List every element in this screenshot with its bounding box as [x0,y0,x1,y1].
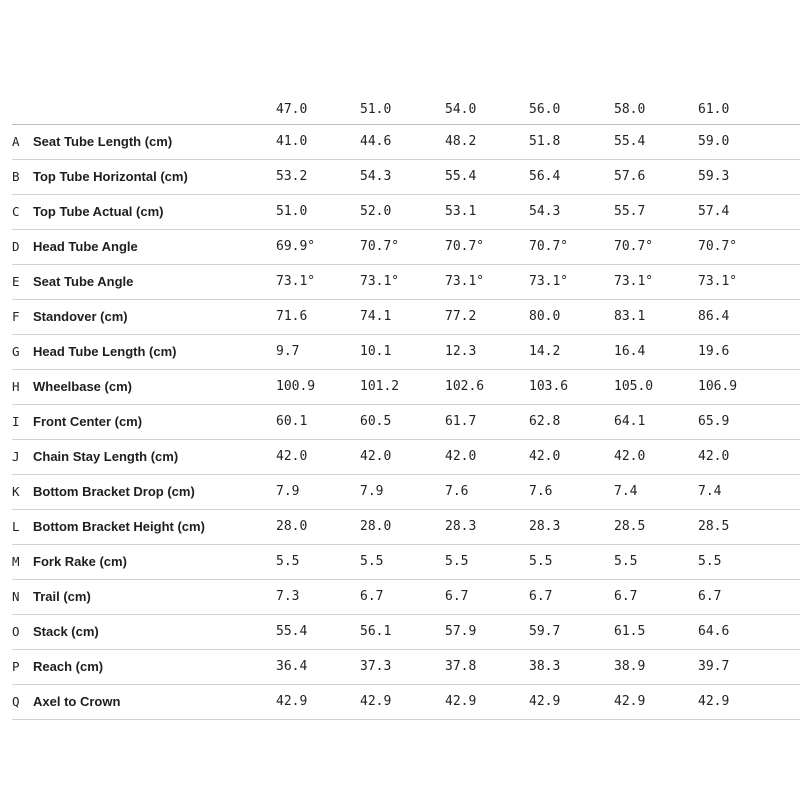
table-row [12,265,800,300]
measurement-value: 28.5 [698,519,730,534]
measurement-value: 10.1 [360,344,392,359]
measurement-value: 60.5 [360,414,392,429]
measurement-label: Head Tube Angle [33,239,138,254]
measurement-value: 73.1° [698,274,738,289]
measurement-value: 73.1° [276,274,316,289]
measurement-letter: C [12,204,20,219]
geometry-table [12,92,800,720]
measurement-value: 105.0 [614,379,654,394]
measurement-value: 101.2 [360,379,400,394]
measurement-value: 56.4 [529,169,561,184]
measurement-value: 102.6 [445,379,485,394]
measurement-value: 70.7° [360,239,400,254]
measurement-label: Axel to Crown [33,694,121,709]
measurement-value: 41.0 [276,134,308,149]
measurement-value: 71.6 [276,309,308,324]
measurement-value: 39.7 [698,659,730,674]
measurement-label: Fork Rake (cm) [33,554,127,569]
measurement-value: 5.5 [445,554,469,569]
measurement-label: Top Tube Horizontal (cm) [33,169,188,184]
measurement-value: 38.3 [529,659,561,674]
measurement-label: Chain Stay Length (cm) [33,449,179,464]
measurement-label: Trail (cm) [33,589,91,604]
measurement-value: 73.1° [614,274,654,289]
measurement-value: 42.9 [445,694,477,709]
measurement-value: 59.3 [698,169,730,184]
measurement-value: 28.0 [360,519,392,534]
measurement-letter: N [12,589,20,604]
measurement-value: 59.7 [529,624,561,639]
measurement-value: 55.4 [614,134,646,149]
table-row [12,685,800,720]
measurement-value: 6.7 [445,589,469,604]
measurement-value: 55.4 [276,624,308,639]
measurement-value: 100.9 [276,379,316,394]
measurement-letter: J [12,449,20,464]
measurement-value: 83.1 [614,309,646,324]
measurement-value: 6.7 [698,589,722,604]
measurement-value: 103.6 [529,379,569,394]
table-row [12,475,800,510]
measurement-value: 5.5 [698,554,722,569]
measurement-value: 64.1 [614,414,646,429]
measurement-label: Bottom Bracket Height (cm) [33,519,205,534]
measurement-value: 61.7 [445,414,477,429]
measurement-value: 7.4 [614,484,638,499]
measurement-value: 42.0 [529,449,561,464]
measurement-label: Top Tube Actual (cm) [33,204,164,219]
measurement-value: 57.9 [445,624,477,639]
measurement-value: 5.5 [360,554,384,569]
measurement-value: 38.9 [614,659,646,674]
measurement-value: 7.6 [529,484,553,499]
table-row [12,300,800,335]
measurement-letter: L [12,519,20,534]
measurement-value: 14.2 [529,344,561,359]
measurement-value: 73.1° [360,274,400,289]
measurement-value: 59.0 [698,134,730,149]
measurement-letter: D [12,239,20,254]
measurement-value: 42.0 [276,449,308,464]
measurement-value: 7.6 [445,484,469,499]
measurement-value: 28.0 [276,519,308,534]
measurement-label: Bottom Bracket Drop (cm) [33,484,195,499]
measurement-value: 51.0 [276,204,308,219]
measurement-letter: H [12,379,20,394]
measurement-value: 9.7 [276,344,300,359]
table-row [12,230,800,265]
measurement-value: 55.7 [614,204,646,219]
measurement-label: Front Center (cm) [33,414,143,429]
measurement-label: Standover (cm) [33,309,128,324]
measurement-value: 42.9 [360,694,392,709]
measurement-letter: G [12,344,20,359]
table-row [12,650,800,685]
measurement-value: 70.7° [445,239,485,254]
measurement-label: Stack (cm) [33,624,99,639]
size-header-cell: 54.0 [445,102,477,117]
size-header-cell: 61.0 [698,102,730,117]
measurement-value: 42.0 [445,449,477,464]
size-header-cell: 47.0 [276,102,308,117]
measurement-value: 44.6 [360,134,392,149]
measurement-value: 42.0 [698,449,730,464]
measurement-label: Wheelbase (cm) [33,379,132,394]
measurement-value: 54.3 [529,204,561,219]
measurement-value: 7.9 [360,484,384,499]
measurement-value: 36.4 [276,659,308,674]
measurement-value: 57.6 [614,169,646,184]
measurement-letter: O [12,624,20,639]
measurement-letter: Q [12,694,20,709]
measurement-value: 69.9° [276,239,316,254]
measurement-value: 65.9 [698,414,730,429]
measurement-value: 42.9 [529,694,561,709]
measurement-letter: M [12,554,20,569]
table-row [12,370,800,405]
table-row [12,580,800,615]
measurement-value: 51.8 [529,134,561,149]
table-row [12,195,800,230]
measurement-letter: I [12,414,20,429]
measurement-letter: P [12,659,20,674]
measurement-letter: B [12,169,20,184]
measurement-value: 7.9 [276,484,300,499]
measurement-value: 42.9 [276,694,308,709]
measurement-value: 54.3 [360,169,392,184]
measurement-value: 77.2 [445,309,477,324]
measurement-value: 42.0 [614,449,646,464]
measurement-label: Seat Tube Angle [33,274,134,289]
measurement-value: 86.4 [698,309,730,324]
table-row [12,510,800,545]
table-row [12,405,800,440]
measurement-value: 37.3 [360,659,392,674]
measurement-value: 6.7 [360,589,384,604]
measurement-value: 16.4 [614,344,646,359]
measurement-value: 62.8 [529,414,561,429]
measurement-value: 55.4 [445,169,477,184]
measurement-value: 53.2 [276,169,308,184]
measurement-value: 28.3 [445,519,477,534]
table-row [12,125,800,160]
measurement-value: 74.1 [360,309,392,324]
size-header-row [12,92,800,125]
measurement-value: 73.1° [529,274,569,289]
table-row [12,335,800,370]
measurement-value: 57.4 [698,204,730,219]
measurement-value: 6.7 [614,589,638,604]
table-row [12,615,800,650]
table-body [12,125,800,720]
measurement-value: 5.5 [276,554,300,569]
table-row [12,545,800,580]
table-row [12,160,800,195]
measurement-value: 42.0 [360,449,392,464]
measurement-value: 28.3 [529,519,561,534]
measurement-label: Seat Tube Length (cm) [33,134,173,149]
measurement-letter: A [12,134,20,149]
measurement-value: 7.3 [276,589,300,604]
measurement-letter: F [12,309,20,324]
size-header-cell: 58.0 [614,102,646,117]
measurement-value: 70.7° [529,239,569,254]
measurement-value: 5.5 [529,554,553,569]
measurement-value: 37.8 [445,659,477,674]
measurement-value: 6.7 [529,589,553,604]
measurement-value: 42.9 [698,694,730,709]
measurement-letter: K [12,484,20,499]
measurement-value: 80.0 [529,309,561,324]
measurement-value: 12.3 [445,344,477,359]
measurement-letter: E [12,274,20,289]
measurement-value: 56.1 [360,624,392,639]
measurement-value: 5.5 [614,554,638,569]
measurement-value: 7.4 [698,484,722,499]
measurement-value: 70.7° [614,239,654,254]
measurement-value: 70.7° [698,239,738,254]
measurement-value: 53.1 [445,204,477,219]
measurement-value: 106.9 [698,379,738,394]
measurement-value: 61.5 [614,624,646,639]
size-header-cell: 51.0 [360,102,392,117]
measurement-value: 19.6 [698,344,730,359]
table-row [12,440,800,475]
measurement-value: 52.0 [360,204,392,219]
measurement-value: 28.5 [614,519,646,534]
measurement-value: 73.1° [445,274,485,289]
measurement-value: 64.6 [698,624,730,639]
size-header-cell: 56.0 [529,102,561,117]
measurement-value: 42.9 [614,694,646,709]
measurement-value: 48.2 [445,134,477,149]
measurement-value: 60.1 [276,414,308,429]
measurement-label: Head Tube Length (cm) [33,344,177,359]
measurement-label: Reach (cm) [33,659,104,674]
